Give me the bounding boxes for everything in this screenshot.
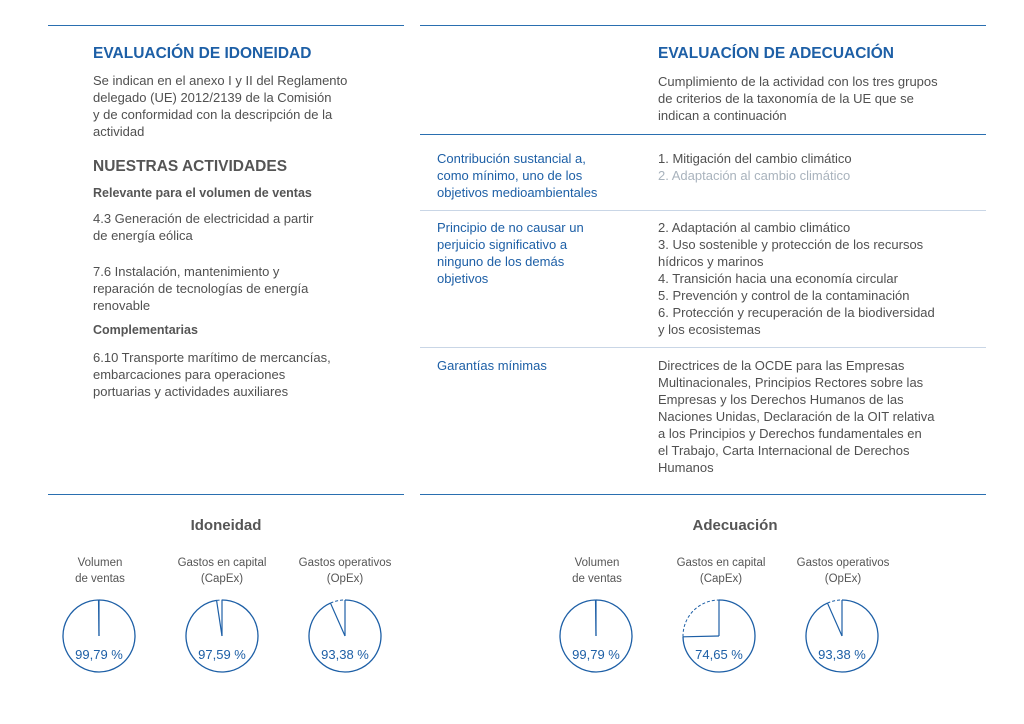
pie-slice-remainder xyxy=(330,600,345,603)
criteria-item: 6. Protección y recuperación de la biodiversidad y los ecosistemas xyxy=(658,305,935,337)
criteria-item: 2. Adaptación al cambio climático xyxy=(658,220,851,235)
pie-value-label: 93,38 % xyxy=(321,647,369,662)
criteria-item: 5. Prevención y control de la contaminación xyxy=(658,288,910,303)
row-divider xyxy=(420,347,986,348)
right-bottom-rule xyxy=(420,494,986,495)
left-top-rule xyxy=(48,25,404,26)
criteria-label: Garantías mínimas xyxy=(437,358,547,373)
pie-radius xyxy=(827,603,842,636)
suitability-heading: EVALUACIÓN DE IDONEIDAD xyxy=(93,45,312,62)
activity-item: 6.10 Transporte marítimo de mercancías, embarcaciones para operaciones portuarias y actividades auxiliares xyxy=(93,350,331,399)
chart-title: Idoneidad xyxy=(190,517,262,534)
pie-radius xyxy=(683,636,719,637)
criteria-item-muted: 2. Adaptación al cambio climático xyxy=(658,168,851,183)
criteria-item: 1. Mitigación del cambio climático xyxy=(658,151,852,166)
pie-value-label: 99,79 % xyxy=(75,647,123,662)
criteria-label: Contribución sustancial a, como mínimo, uno de los objetivos medioambientales xyxy=(437,151,598,200)
pie-value-label: 99,79 % xyxy=(572,647,620,662)
pie-chart xyxy=(307,598,383,674)
adequacy-intro-rule xyxy=(420,134,986,135)
minimum-safeguards-text: Directrices de la OCDE para las Empresas Multinacionales, Principios Rectores sobre las Empresas y los Derechos Humanos de las Naciones Unidas, Declaración de la OIT relativa a los Principios y Derechos fundamentales en el Trabajo, Carta Internacional de Derechos Humanos xyxy=(658,358,935,475)
pie-radius xyxy=(330,603,345,636)
pie-slice-remainder xyxy=(827,600,842,603)
chart-title: Adecuación xyxy=(692,517,778,534)
pie-chart xyxy=(61,598,137,674)
pie-value-label: 97,59 % xyxy=(198,647,246,662)
activity-item: 4.3 Generación de electricidad a partir de energía eólica xyxy=(93,211,314,243)
criteria-item: 4. Transición hacia una economía circular xyxy=(658,271,898,286)
right-top-rule xyxy=(420,25,986,26)
chart-category-label: Volumen de ventas xyxy=(75,557,125,585)
adequacy-intro: Cumplimiento de la actividad con los tres grupos de criterios de la taxonomía de la UE que se indican a continuación xyxy=(658,74,938,123)
chart-category-label: Gastos operativos (OpEx) xyxy=(796,557,890,585)
left-bottom-rule xyxy=(48,494,404,495)
chart-category-label: Gastos en capital (CapEx) xyxy=(676,557,766,585)
row-divider xyxy=(420,210,986,211)
pie-radius xyxy=(217,600,222,636)
pie-slice-remainder xyxy=(683,600,719,637)
criteria-label: Principio de no causar un perjuicio significativo a ninguno de los demás objetivos xyxy=(437,220,584,286)
activities-heading: NUESTRAS ACTIVIDADES xyxy=(93,158,288,175)
chart-category-label: Volumen de ventas xyxy=(572,557,622,585)
chart-category-label: Gastos en capital (CapEx) xyxy=(177,557,267,585)
activity-item: 7.6 Instalación, mantenimiento y reparación de tecnologías de energía renovable xyxy=(93,264,309,313)
criteria-list xyxy=(658,219,988,338)
criteria-item: 3. Uso sostenible y protección de los recursos hídricos y marinos xyxy=(658,237,924,269)
pie-value-label: 93,38 % xyxy=(818,647,866,662)
complementary-label: Complementarias xyxy=(93,323,198,337)
relevant-label: Relevante para el volumen de ventas xyxy=(93,186,312,200)
pie-value-label: 74,65 % xyxy=(695,647,743,662)
chart-category-label: Gastos operativos (OpEx) xyxy=(298,557,392,585)
adequacy-heading: EVALUACÍON DE ADECUACIÓN xyxy=(658,45,894,62)
suitability-intro: Se indican en el anexo I y II del Reglamento delegado (UE) 2012/2139 de la Comisión y de conformidad con la descripción de la actividad xyxy=(93,73,348,139)
pie-chart xyxy=(558,598,634,674)
pie-chart xyxy=(804,598,880,674)
pie-chart xyxy=(681,598,757,674)
pie-chart xyxy=(184,598,260,674)
